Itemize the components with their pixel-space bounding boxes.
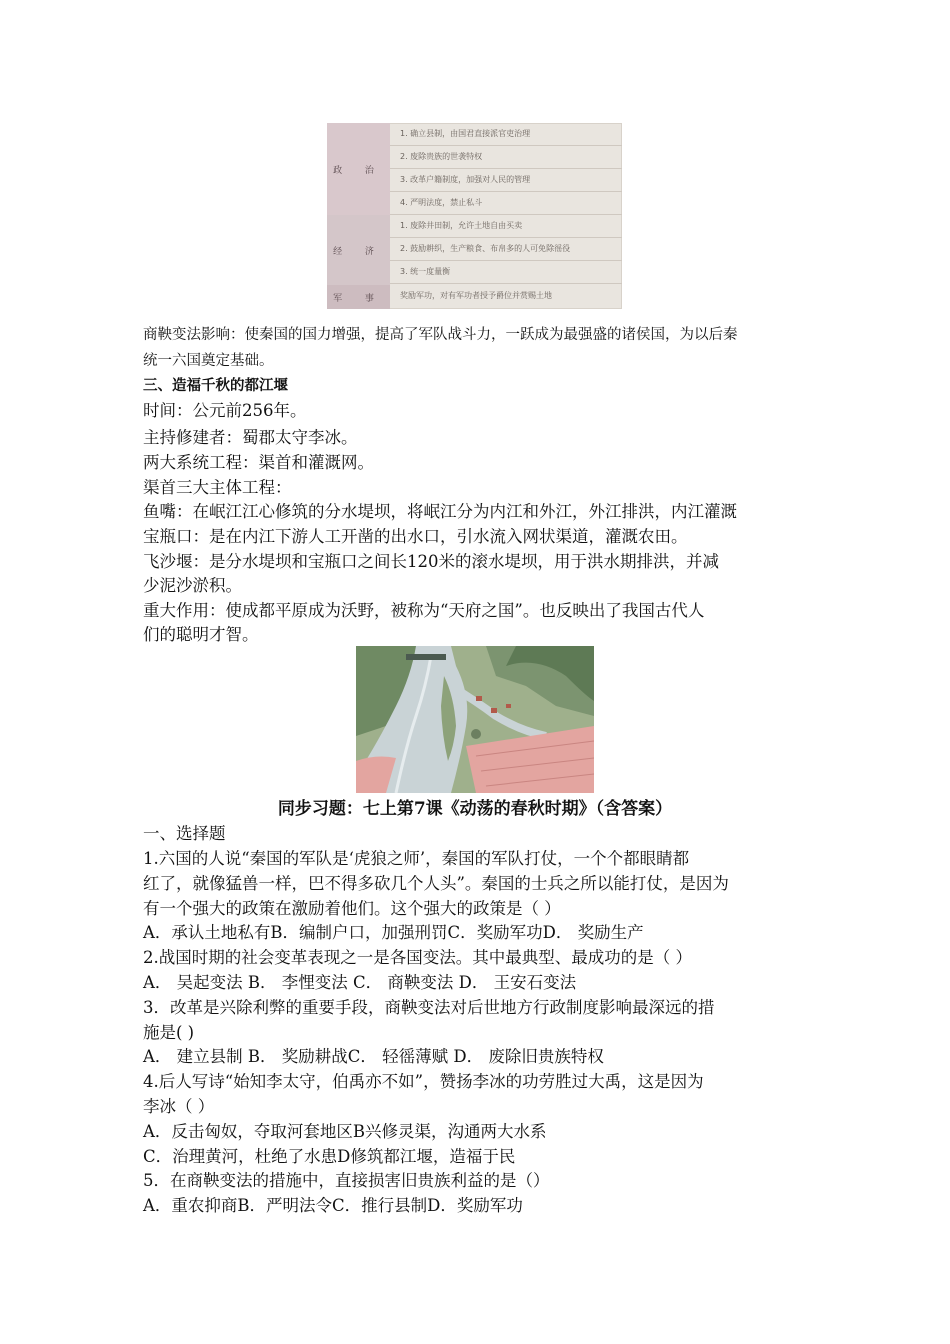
reform-item: 1. 确立县制，由国君直接派官吏治理 — [390, 123, 622, 146]
text-line: 一、选择题 — [143, 824, 226, 843]
text-line: 有一个强大的政策在激励着他们。这个强大的政策是（ ） — [143, 899, 561, 918]
reform-item: 奖励军功，对有军功者授予爵位并赏赐土地 — [400, 291, 552, 300]
text-line: 统一六国奠定基础。 — [143, 353, 274, 369]
reform-item: 3. 改革户籍制度，加强对人民的管理 — [390, 169, 622, 192]
text-line: A． 建立县制 B． 奖励耕战C． 轻徭薄赋 D． 废除旧贵族特权 — [143, 1047, 604, 1066]
text-line: A．重农抑商B．严明法令C．推行县制D．奖励军功 — [143, 1196, 523, 1215]
category-economy — [327, 215, 390, 285]
category-label: 军 事 — [333, 293, 384, 304]
category-politics — [327, 123, 390, 215]
text-line: 鱼嘴：在岷江江心修筑的分水堤坝，将岷江分为内江和外江，外江排洪，内江灌溉 — [143, 502, 737, 521]
text-line: C．治理黄河，杜绝了水患D修筑都江堰，造福于民 — [143, 1147, 516, 1166]
text-line: 1.六国的人说“秦国的军队是‘虎狼之师’，秦国的军队打仗，一个个都眼睛都 — [143, 849, 690, 868]
text-line: A． 吴起变法 B． 李悝变法 C． 商鞅变法 D． 王安石变法 — [143, 973, 577, 992]
text-line: 5．在商鞅变法的措施中，直接损害旧贵族利益的是（） — [143, 1171, 550, 1190]
text-line: 主持修建者：蜀郡太守李冰。 — [143, 428, 358, 447]
text-line: A．承认土地私有B．编制户口，加强刑罚C．奖励军功D． 奖励生产 — [143, 923, 644, 942]
text-line: 宝瓶口：是在内江下游人工开凿的出水口，引水流入网状渠道，灌溉农田。 — [143, 527, 688, 546]
text-line: 4.后人写诗“始知李太守，伯禹亦不如”，赞扬李冰的功劳胜过大禹，这是因为 — [143, 1072, 704, 1091]
text-line: A．反击匈奴，夺取河套地区B兴修灵渠，沟通两大水系 — [143, 1122, 547, 1141]
reform-item: 2. 鼓励耕织，生产粮食、布帛多的人可免除徭役 — [390, 238, 622, 261]
map-illustration — [356, 646, 594, 793]
exercise-title: 同步习题：七上第7课《动荡的春秋时期》（含答案） — [277, 799, 673, 819]
dujiangyan-map-image — [356, 646, 594, 793]
reform-item: 2. 废除贵族的世袭特权 — [390, 146, 622, 169]
text-line: 渠首三大主体工程： — [143, 478, 292, 497]
text-line: 商鞅变法影响：使秦国的国力增强，提高了军队战斗力，一跃成为最强盛的诸侯国，为以后秦 — [143, 327, 738, 343]
reform-table-image — [327, 123, 622, 309]
text-line: 重大作用：使成都平原成为沃野，被称为“天府之国”。也反映出了我国古代人 — [143, 601, 705, 620]
category-label: 经 济 — [333, 246, 384, 257]
text-line: 时间：公元前256年。 — [143, 401, 307, 420]
text-line: 李冰（ ） — [143, 1097, 215, 1116]
text-line: 施是( ) — [143, 1023, 195, 1042]
reform-item: 3. 统一度量衡 — [390, 261, 622, 284]
category-label: 政 治 — [333, 165, 384, 176]
reform-item: 4. 严明法度，禁止私斗 — [390, 192, 622, 215]
text-line: 3．改革是兴除利弊的重要手段，商鞅变法对后世地方行政制度影响最深远的措 — [143, 998, 715, 1017]
text-line: 们的聪明才智。 — [143, 625, 259, 644]
text-line: 少泥沙淤积。 — [143, 576, 242, 595]
text-line: 2.战国时期的社会变革表现之一是各国变法。其中最典型、最成功的是（ ） — [143, 948, 692, 967]
category-military — [327, 285, 390, 309]
text-line: 红了，就像猛兽一样，巴不得多砍几个人头”。秦国的士兵之所以能打仗，是因为 — [143, 874, 729, 893]
section-heading: 三、造福千秋的都江堰 — [143, 377, 288, 394]
text-line: 两大系统工程：渠首和灌溉网。 — [143, 453, 374, 472]
text-line: 飞沙堰：是分水堤坝和宝瓶口之间长120米的滚水堤坝，用于洪水期排洪，并减 — [143, 552, 719, 571]
reform-item: 1. 废除井田制，允许土地自由买卖 — [390, 215, 622, 238]
